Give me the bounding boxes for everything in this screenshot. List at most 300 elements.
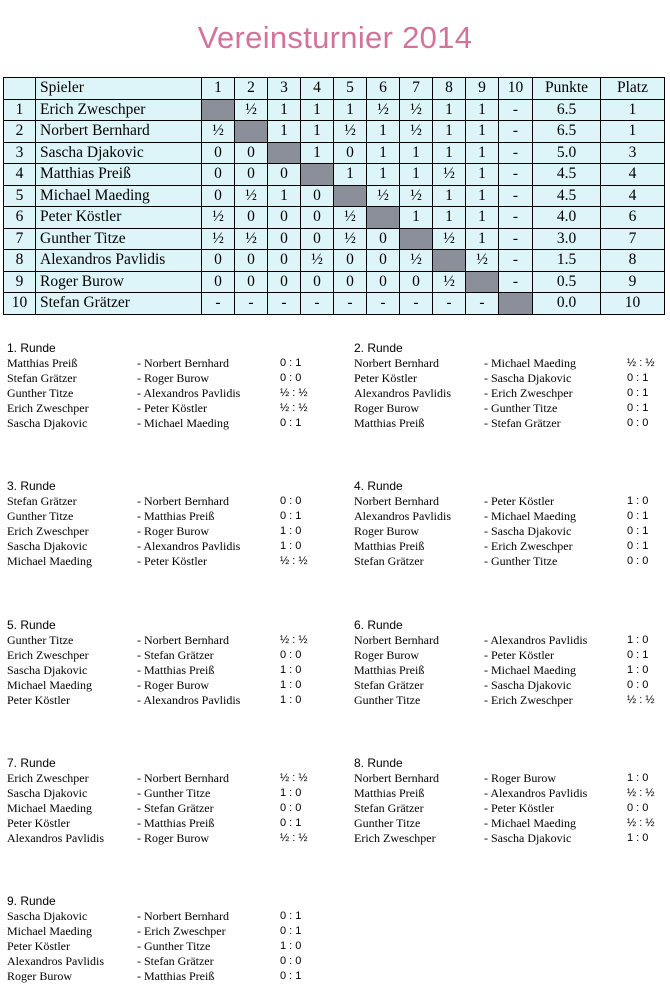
result-cell: 0 <box>367 228 400 250</box>
game-result: ½ : ½ <box>627 817 655 829</box>
player-white: Alexandros Pavlidis <box>7 954 104 968</box>
player-black: - Sascha Djakovic <box>484 371 572 385</box>
player-black: - Alexandros Pavlidis <box>484 633 588 647</box>
game-row <box>7 633 307 648</box>
game-result: 0 : 0 <box>280 495 302 507</box>
rank-cell: 4 <box>601 164 665 186</box>
rank-cell: 6 <box>601 207 665 229</box>
row-number: 7 <box>4 228 36 250</box>
header-cell <box>4 78 36 100</box>
round-title: 9. Runde <box>7 894 56 908</box>
player-white: Gunther Titze <box>7 633 74 647</box>
player-black: - Roger Burow <box>484 771 556 785</box>
player-black: - Gunther Titze <box>484 554 558 568</box>
player-black: - Matthias Preiß <box>137 509 215 523</box>
result-cell: - <box>235 293 268 315</box>
player-black: - Stefan Grätzer <box>137 648 214 662</box>
page-title: Vereinsturnier 2014 <box>197 20 473 55</box>
player-white: Michael Maeding <box>7 554 92 568</box>
result-cell: 1 <box>433 99 466 121</box>
result-cell: - <box>433 293 466 315</box>
result-cell: ½ <box>433 228 466 250</box>
player-white: Stefan Grätzer <box>354 801 424 815</box>
round-block <box>354 341 654 431</box>
header-cell: 4 <box>301 78 334 100</box>
round-title: 7. Runde <box>7 756 56 770</box>
result-cell: 1 <box>433 207 466 229</box>
result-cell: ½ <box>235 185 268 207</box>
result-cell: ½ <box>433 164 466 186</box>
game-row <box>7 386 307 401</box>
game-result: 1 : 0 <box>280 525 302 537</box>
result-cell: 1 <box>433 142 466 164</box>
game-result: 0 : 1 <box>280 357 302 369</box>
player-black: - Peter Köstler <box>484 648 554 662</box>
result-cell: ½ <box>400 99 433 121</box>
player-black: - Erich Zweschper <box>484 693 573 707</box>
points-cell: 1.5 <box>533 250 601 272</box>
player-white: Stefan Grätzer <box>7 371 77 385</box>
game-result: 0 : 0 <box>280 802 302 814</box>
result-cell: - <box>499 207 533 229</box>
player-black: - Norbert Bernhard <box>137 909 229 923</box>
round-block <box>7 756 307 846</box>
result-cell: 1 <box>400 164 433 186</box>
result-cell: 1 <box>367 121 400 143</box>
table-row <box>4 121 665 143</box>
round-block <box>7 479 307 569</box>
result-cell: 0 <box>202 250 235 272</box>
player-white: Alexandros Pavlidis <box>7 831 104 845</box>
game-result: 1 : 0 <box>280 694 302 706</box>
result-cell: - <box>466 293 499 315</box>
points-cell: 6.5 <box>533 121 601 143</box>
table-row <box>4 228 665 250</box>
player-black: - Michael Maeding <box>484 663 576 677</box>
result-cell: - <box>499 185 533 207</box>
result-cell: 1 <box>334 164 367 186</box>
result-cell: - <box>334 293 367 315</box>
table-row <box>4 164 665 186</box>
self-cell <box>367 207 400 229</box>
game-result: 1 : 0 <box>627 832 649 844</box>
player-white: Matthias Preiß <box>354 539 425 553</box>
game-result: 0 : 1 <box>280 417 302 429</box>
result-cell: - <box>202 293 235 315</box>
game-result: ½ : ½ <box>280 402 308 414</box>
player-white: Roger Burow <box>354 648 419 662</box>
round-title: 8. Runde <box>354 756 403 770</box>
self-cell <box>334 185 367 207</box>
game-result: ½ : ½ <box>627 787 655 799</box>
game-row <box>7 524 307 539</box>
game-result: 1 : 0 <box>280 679 302 691</box>
round-block <box>354 618 654 708</box>
result-cell: 1 <box>268 185 301 207</box>
player-white: Sascha Djakovic <box>7 909 88 923</box>
result-cell: 0 <box>235 142 268 164</box>
player-white: Roger Burow <box>354 401 419 415</box>
player-black: - Michael Maeding <box>484 509 576 523</box>
table-header-row <box>4 78 665 100</box>
player-name: Gunther Titze <box>36 228 202 250</box>
player-white: Michael Maeding <box>7 801 92 815</box>
result-cell: 1 <box>400 207 433 229</box>
player-white: Stefan Grätzer <box>354 554 424 568</box>
result-cell: ½ <box>334 121 367 143</box>
game-row <box>354 494 654 509</box>
game-result: 0 : 1 <box>280 510 302 522</box>
player-name: Matthias Preiß <box>36 164 202 186</box>
self-cell <box>400 228 433 250</box>
player-white: Matthias Preiß <box>354 416 425 430</box>
player-white: Matthias Preiß <box>354 786 425 800</box>
player-black: - Michael Maeding <box>484 356 576 370</box>
player-black: - Peter Köstler <box>484 494 554 508</box>
player-white: Roger Burow <box>7 969 72 983</box>
result-cell: 0 <box>202 142 235 164</box>
result-cell: - <box>499 228 533 250</box>
player-black: - Roger Burow <box>137 678 209 692</box>
player-black: - Sascha Djakovic <box>484 678 572 692</box>
result-cell: ½ <box>202 121 235 143</box>
result-cell: ½ <box>202 228 235 250</box>
game-row <box>7 371 307 386</box>
game-row <box>7 939 307 954</box>
result-cell: ½ <box>400 185 433 207</box>
player-black: - Gunther Titze <box>137 786 211 800</box>
player-black: - Erich Zweschper <box>137 924 226 938</box>
player-black: - Norbert Bernhard <box>137 356 229 370</box>
result-cell: ½ <box>235 99 268 121</box>
game-row <box>7 539 307 554</box>
result-cell: ½ <box>400 250 433 272</box>
self-cell <box>202 99 235 121</box>
game-row <box>354 416 654 431</box>
game-result: 0 : 0 <box>280 649 302 661</box>
header-cell: Punkte <box>533 78 601 100</box>
player-white: Gunther Titze <box>354 693 421 707</box>
result-cell: - <box>499 121 533 143</box>
result-cell: ½ <box>466 250 499 272</box>
result-cell: 0 <box>334 271 367 293</box>
game-result: ½ : ½ <box>280 555 308 567</box>
game-row <box>7 663 307 678</box>
result-cell: 0 <box>235 207 268 229</box>
result-cell: 1 <box>301 99 334 121</box>
result-cell: 0 <box>400 271 433 293</box>
result-cell: 1 <box>301 142 334 164</box>
game-row <box>7 816 307 831</box>
result-cell: ½ <box>202 207 235 229</box>
player-white: Erich Zweschper <box>7 524 89 538</box>
player-black: - Alexandros Pavlidis <box>137 539 241 553</box>
game-result: 1 : 0 <box>627 495 649 507</box>
self-cell <box>466 271 499 293</box>
result-cell: - <box>499 250 533 272</box>
header-cell: 7 <box>400 78 433 100</box>
result-cell: - <box>499 164 533 186</box>
result-cell: 1 <box>466 185 499 207</box>
player-black: - Roger Burow <box>137 524 209 538</box>
game-row <box>354 554 654 569</box>
result-cell: ½ <box>400 121 433 143</box>
rank-cell: 7 <box>601 228 665 250</box>
game-result: ½ : ½ <box>280 832 308 844</box>
row-number: 1 <box>4 99 36 121</box>
game-row <box>7 786 307 801</box>
rank-cell: 9 <box>601 271 665 293</box>
result-cell: 0 <box>268 164 301 186</box>
result-cell: 1 <box>433 185 466 207</box>
round-block <box>354 756 654 846</box>
round-title: 3. Runde <box>7 479 56 493</box>
result-cell: 1 <box>367 164 400 186</box>
result-cell: 0 <box>367 271 400 293</box>
game-result: 0 : 1 <box>280 910 302 922</box>
game-result: 0 : 0 <box>280 372 302 384</box>
game-row <box>7 554 307 569</box>
game-result: 1 : 0 <box>627 634 649 646</box>
result-cell: 0 <box>202 271 235 293</box>
player-name: Sascha Djakovic <box>36 142 202 164</box>
result-cell: 0 <box>235 164 268 186</box>
row-number: 8 <box>4 250 36 272</box>
points-cell: 0.5 <box>533 271 601 293</box>
points-cell: 4.0 <box>533 207 601 229</box>
result-cell: 1 <box>367 142 400 164</box>
row-number: 2 <box>4 121 36 143</box>
self-cell <box>433 250 466 272</box>
rank-cell: 1 <box>601 121 665 143</box>
player-white: Norbert Bernhard <box>354 356 439 370</box>
result-cell: 1 <box>466 142 499 164</box>
game-result: 1 : 0 <box>627 772 649 784</box>
result-cell: ½ <box>433 271 466 293</box>
result-cell: ½ <box>367 99 400 121</box>
result-cell: 0 <box>301 228 334 250</box>
game-row <box>7 648 307 663</box>
player-black: - Gunther Titze <box>484 401 558 415</box>
game-result: ½ : ½ <box>627 357 655 369</box>
game-row <box>7 678 307 693</box>
game-row <box>7 954 307 969</box>
result-cell: - <box>499 271 533 293</box>
game-result: 0 : 1 <box>280 817 302 829</box>
row-number: 9 <box>4 271 36 293</box>
game-row <box>354 648 654 663</box>
game-row <box>354 539 654 554</box>
game-row <box>7 771 307 786</box>
table-row <box>4 293 665 315</box>
points-cell: 0.0 <box>533 293 601 315</box>
game-result: 0 : 1 <box>627 387 649 399</box>
player-white: Stefan Grätzer <box>354 678 424 692</box>
player-black: - Norbert Bernhard <box>137 771 229 785</box>
result-cell: 0 <box>301 185 334 207</box>
game-row <box>354 371 654 386</box>
game-result: 0 : 0 <box>627 417 649 429</box>
player-white: Erich Zweschper <box>354 831 436 845</box>
header-cell: Platz <box>601 78 665 100</box>
game-row <box>354 401 654 416</box>
header-cell: 1 <box>202 78 235 100</box>
result-cell: 1 <box>268 121 301 143</box>
header-cell: 9 <box>466 78 499 100</box>
player-white: Alexandros Pavlidis <box>354 386 451 400</box>
player-white: Peter Köstler <box>7 816 70 830</box>
player-black: - Sascha Djakovic <box>484 831 572 845</box>
points-cell: 3.0 <box>533 228 601 250</box>
player-name: Roger Burow <box>36 271 202 293</box>
row-number: 5 <box>4 185 36 207</box>
player-name: Peter Köstler <box>36 207 202 229</box>
player-black: - Stefan Grätzer <box>137 801 214 815</box>
player-black: - Matthias Preiß <box>137 663 215 677</box>
player-white: Sascha Djakovic <box>7 539 88 553</box>
result-cell: ½ <box>301 250 334 272</box>
game-row <box>354 786 654 801</box>
player-white: Erich Zweschper <box>7 648 89 662</box>
player-white: Sascha Djakovic <box>7 663 88 677</box>
result-cell: ½ <box>367 185 400 207</box>
result-cell: ½ <box>334 207 367 229</box>
player-black: - Alexandros Pavlidis <box>484 786 588 800</box>
player-black: - Michael Maeding <box>137 416 229 430</box>
game-row <box>354 386 654 401</box>
table-row <box>4 185 665 207</box>
result-cell: 0 <box>334 250 367 272</box>
rank-cell: 8 <box>601 250 665 272</box>
result-cell: - <box>499 99 533 121</box>
game-row <box>354 831 654 846</box>
table-row <box>4 207 665 229</box>
player-white: Erich Zweschper <box>7 401 89 415</box>
game-result: 0 : 0 <box>627 802 649 814</box>
player-black: - Stefan Grätzer <box>137 954 214 968</box>
result-cell: 0 <box>268 228 301 250</box>
table-row <box>4 99 665 121</box>
points-cell: 6.5 <box>533 99 601 121</box>
result-cell: 0 <box>301 271 334 293</box>
player-white: Michael Maeding <box>7 924 92 938</box>
result-cell: 1 <box>466 99 499 121</box>
player-white: Norbert Bernhard <box>354 771 439 785</box>
player-name: Michael Maeding <box>36 185 202 207</box>
result-cell: - <box>499 142 533 164</box>
result-cell: 1 <box>466 164 499 186</box>
result-cell: 1 <box>400 142 433 164</box>
round-block <box>7 894 307 984</box>
table-row <box>4 271 665 293</box>
table-row <box>4 142 665 164</box>
round-title: 6. Runde <box>354 618 403 632</box>
player-white: Alexandros Pavlidis <box>354 509 451 523</box>
round-block <box>7 618 307 708</box>
result-cell: - <box>301 293 334 315</box>
player-white: Gunther Titze <box>354 816 421 830</box>
game-row <box>7 494 307 509</box>
result-cell: - <box>268 293 301 315</box>
game-row <box>7 801 307 816</box>
game-row <box>354 524 654 539</box>
result-cell: ½ <box>235 228 268 250</box>
row-number: 3 <box>4 142 36 164</box>
result-cell: - <box>400 293 433 315</box>
rank-cell: 1 <box>601 99 665 121</box>
result-cell: 0 <box>301 207 334 229</box>
game-row <box>7 924 307 939</box>
result-cell: 1 <box>466 121 499 143</box>
player-black: - Sascha Djakovic <box>484 524 572 538</box>
game-row <box>7 693 307 708</box>
header-cell: Spieler <box>36 78 202 100</box>
player-white: Peter Köstler <box>7 693 70 707</box>
result-cell: 0 <box>268 271 301 293</box>
game-result: 0 : 0 <box>627 679 649 691</box>
player-black: - Alexandros Pavlidis <box>137 693 241 707</box>
player-white: Norbert Bernhard <box>354 633 439 647</box>
result-cell: 0 <box>268 207 301 229</box>
cross-table <box>3 77 665 315</box>
player-white: Norbert Bernhard <box>354 494 439 508</box>
game-row <box>7 831 307 846</box>
player-black: - Stefan Grätzer <box>484 416 561 430</box>
result-cell: 1 <box>301 121 334 143</box>
game-result: ½ : ½ <box>280 634 308 646</box>
game-row <box>354 356 654 371</box>
player-black: - Roger Burow <box>137 831 209 845</box>
player-white: Erich Zweschper <box>7 771 89 785</box>
game-result: ½ : ½ <box>280 772 308 784</box>
result-cell: 1 <box>268 99 301 121</box>
player-black: - Peter Köstler <box>484 801 554 815</box>
player-white: Peter Köstler <box>7 939 70 953</box>
game-row <box>354 816 654 831</box>
result-cell: - <box>367 293 400 315</box>
player-black: - Norbert Bernhard <box>137 494 229 508</box>
game-result: 1 : 0 <box>627 664 649 676</box>
player-black: - Erich Zweschper <box>484 386 573 400</box>
player-black: - Peter Köstler <box>137 554 207 568</box>
result-cell: 1 <box>334 99 367 121</box>
result-cell: 1 <box>466 207 499 229</box>
game-result: 1 : 0 <box>280 540 302 552</box>
game-result: ½ : ½ <box>280 387 308 399</box>
game-row <box>354 771 654 786</box>
player-name: Erich Zweschper <box>36 99 202 121</box>
game-result: 1 : 0 <box>280 940 302 952</box>
rank-cell: 10 <box>601 293 665 315</box>
game-result: 0 : 1 <box>627 540 649 552</box>
player-name: Alexandros Pavlidis <box>36 250 202 272</box>
game-result: ½ : ½ <box>627 694 655 706</box>
game-row <box>7 401 307 416</box>
player-black: - Roger Burow <box>137 371 209 385</box>
player-white: Matthias Preiß <box>7 356 78 370</box>
player-black: - Peter Köstler <box>137 401 207 415</box>
points-cell: 5.0 <box>533 142 601 164</box>
game-result: 0 : 1 <box>280 925 302 937</box>
self-cell <box>268 142 301 164</box>
player-name: Stefan Grätzer <box>36 293 202 315</box>
round-title: 2. Runde <box>354 341 403 355</box>
player-white: Matthias Preiß <box>354 663 425 677</box>
game-result: 0 : 1 <box>627 649 649 661</box>
self-cell <box>499 293 533 315</box>
player-black: - Norbert Bernhard <box>137 633 229 647</box>
game-result: 1 : 0 <box>280 664 302 676</box>
